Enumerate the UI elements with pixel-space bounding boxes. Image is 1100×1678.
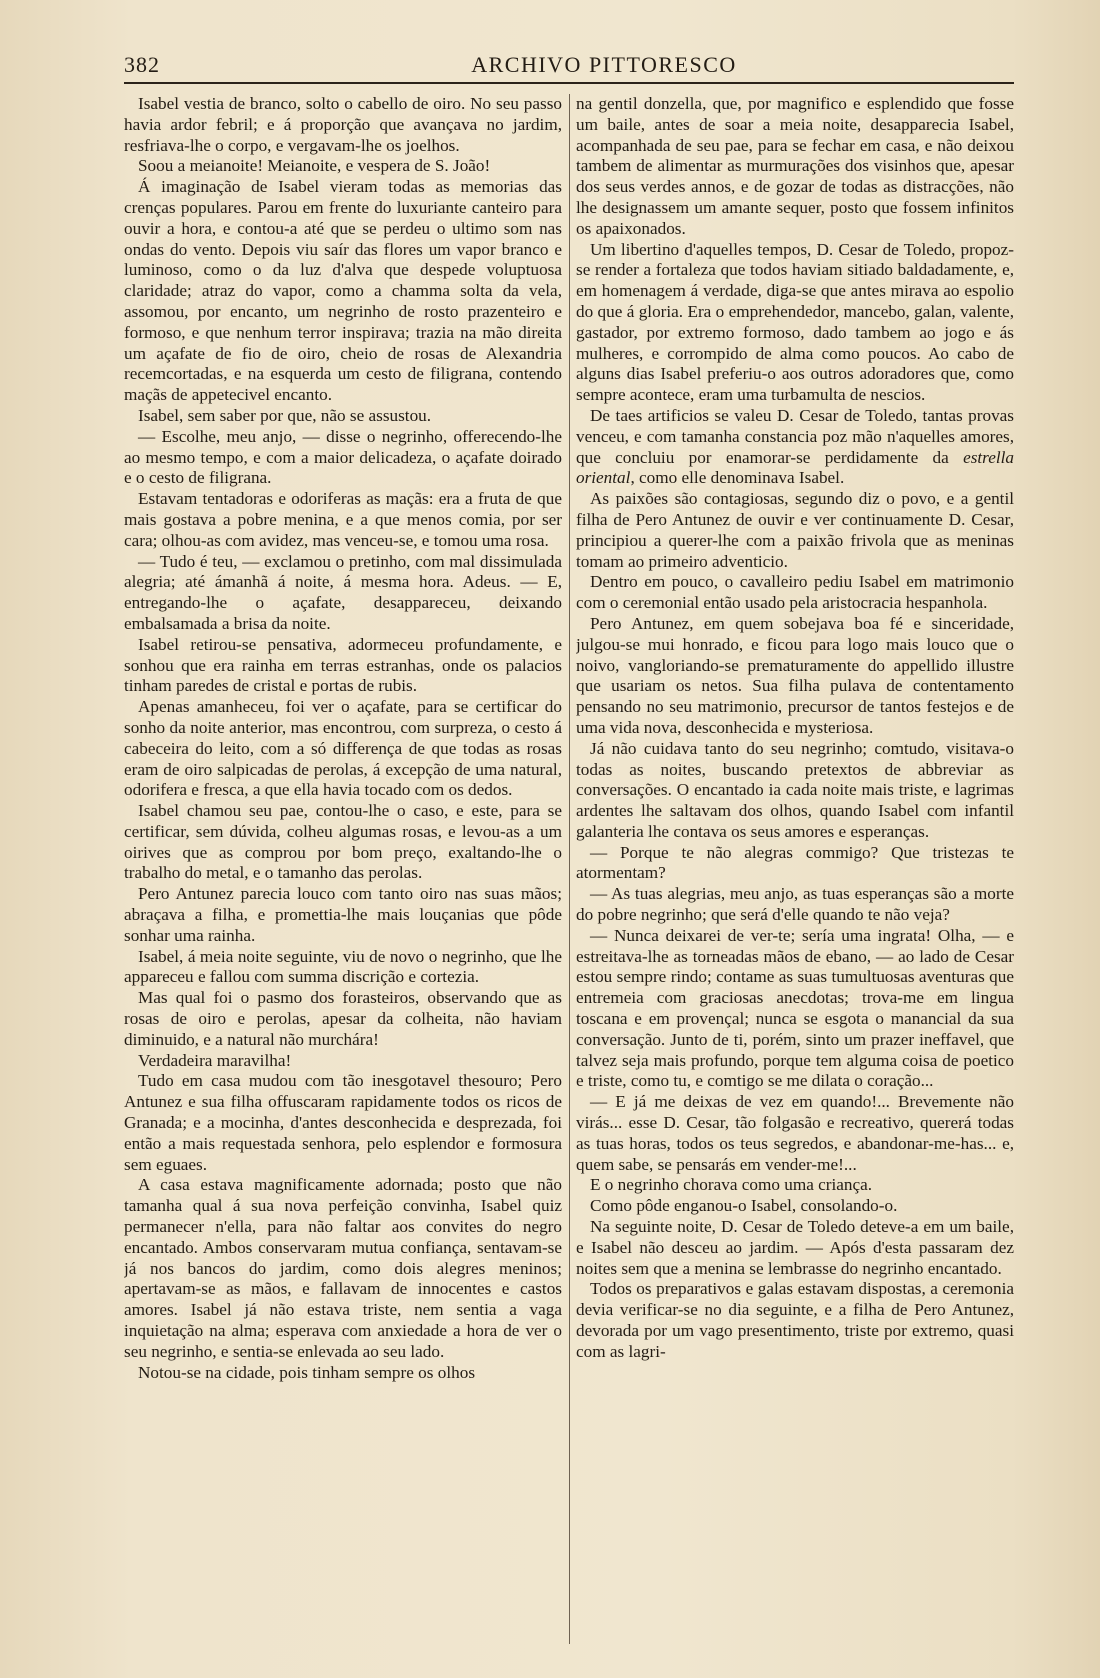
page-header xyxy=(124,48,1014,84)
paragraph: Isabel, sem saber por que, não se assustou. xyxy=(138,405,432,425)
page-number: 382 xyxy=(124,52,160,77)
paragraph: Na seguinte noite, D. Cesar de Toledo deteve-a em um baile, e Isabel não desceu ao jardim. — Após d'esta passaram dez noites sem que a menina se lembrasse do negrinho encantado. xyxy=(576,1217,1014,1278)
paragraph: Isabel chamou seu pae, contou-lhe o caso, e este, para se certificar, sem dúvida, colheu algumas rosas, e levou-as a um oirives que as comprou por bom preço, exaltando-lhe o trabalho do metal, e o tamanho das perolas. xyxy=(124,801,562,883)
paragraph: Mas qual foi o pasmo dos forasteiros, observando que as rosas de oiro e perolas, apesar da colheita, não haviam diminuido, e a natural não murchára! xyxy=(124,988,562,1049)
running-title: ARCHIVO PITTORESCO xyxy=(471,52,737,77)
paragraph: Verdadeira maravilha! xyxy=(138,1050,292,1070)
paragraph: E o negrinho chorava como uma criança. xyxy=(590,1175,873,1195)
paragraph: Todos os preparativos e galas estavam dispostas, a ceremonia devia verificar-se no dia seguinte, e a filha de Pero Antunez, devorada por um vago presentimento, triste por extremo, quasi com as lagri- xyxy=(576,1279,1014,1361)
paragraph: — E já me deixas de vez em quando!... Brevemente não virás... esse D. Cesar, tão folgasão e recreativo, quererá todas as tuas horas, todos os teus segredos, e abandonar-me-has... e, quem sabe, se pensarás em vender-me!... xyxy=(576,1092,1014,1174)
paragraph: Isabel, á meia noite seguinte, viu de novo o negrinho, que lhe appareceu e fallou com summa discrição e cortezia. xyxy=(124,946,562,987)
column-divider xyxy=(569,94,570,1644)
right-column xyxy=(576,94,1014,1644)
paragraph: Dentro em pouco, o cavalleiro pediu Isabel em matrimonio com o ceremonial então usado pela aristocracia hespanhola. xyxy=(576,572,1014,613)
paragraph: — Nunca deixarei de ver-te; sería uma ingrata! Olha, — e estreitava-lhe as torneadas mãos de ebano, — ao lado de Cesar estou sempre rindo; contame as suas tumultuosas aventuras que entremeia com graciosas anecdotas; trova-me em lingua toscana e em provençal; nunca se esgota o manancial da sua conversação. Junto de ti, porém, sinto um prazer ineffavel, que talvez seja mais profundo, porque tem alguma coisa de poetico e triste, como tu, e comtigo se me dilata o coração... xyxy=(576,925,1014,1091)
paragraph: Estavam tentadoras e odoriferas as maçãs: era a fruta de que mais gostava a pobre menina, e a que menos comia, por ser cara; olhou-as com avidez, mas venceu-se, e tomou uma rosa. xyxy=(124,489,562,550)
left-column xyxy=(124,94,562,1644)
paragraph xyxy=(576,406,1014,489)
paragraph: Tudo em casa mudou com tão inesgotavel thesouro; Pero Antunez e sua filha offuscaram rapidamente todos os ricos de Granada; e a mocinha, d'antes desconhecida e desprezada, foi então a mais requestada senhora, pelo esplendor e formosura sem eguaes. xyxy=(124,1071,562,1174)
paragraph: — As tuas alegrias, meu anjo, as tuas esperanças são a morte do pobre negrinho; que será d'elle quando te não veja? xyxy=(576,884,1014,925)
paragraph: Já não cuidava tanto do seu negrinho; comtudo, visitava-o todas as noites, buscando pretextos de abbreviar as conversações. O encantado ia cada noite mais triste, e lagrimas ardentes lhe saltavam dos olhos, quando Isabel com infantil galanteria lhe contava os seus amores e esperanças. xyxy=(576,738,1014,841)
paragraph: A casa estava magnificamente adornada; posto que não tamanha qual á sua nova perfeição convinha, Isabel quiz permanecer n'ella, para não faltar aos convites do negro encantado. Ambos conservaram mutua confiança, sentavam-se já nos bancos do jardim, como dois alegres meninos; apertavam-se as mãos, e fallavam de innocentes e castos amores. Isabel já não estava triste, nem sentia a vaga inquietação na alma; esperava com anxiedade a hora de ver o seu negrinho, e sentia-se enlevada ao seu lado. xyxy=(124,1175,562,1361)
paragraph: Pero Antunez, em quem sobejava boa fé e sinceridade, julgou-se mui honrado, e ficou para logo mais louco que o noivo, vangloriando-se prematuramente do appellido illustre que usariam os netos. Sua filha pulava de contentamento pensando no seu matrimonio, precursor de tantos festejos e de uma vida nova, desconhecida e mysteriosa. xyxy=(576,613,1014,737)
paragraph: Isabel vestia de branco, solto o cabello de oiro. No seu passo havia ardor febril; e á proporção que avançava no jardim, resfriava-lhe o corpo, e vergavam-lhe os joelhos. xyxy=(124,94,562,155)
paragraph: na gentil donzella, que, por magnifico e esplendido que fosse um baile, antes de soar a meia noite, desapparecia Isabel, acompanhada de seu pae, para se fechar em casa, e não deixou tambem de alimentar as murmurações dos visinhos que, apesar dos seus verdes annos, e de gozar de todas as distracções, não lhe designassem um amante sequer, posto que fossem infinitos os apaixonados. xyxy=(576,94,1014,238)
paragraph: Á imaginação de Isabel vieram todas as memorias das crenças populares. Parou em frente do luxuriante canteiro para ouvir a hora, e contou-a até que se perdeu o ultimo som nas ondas do vento. Depois viu saír das flores um vapor branco e luminoso, como o da luz d'alva que despede voluptuosa claridade; atraz do vapor, como a chamma solta da vela, assomou, por encanto, um negrinho de rosto prazenteiro e formoso, e que nenhum terror inspirava; trazia na mão direita um açafate de fio de oiro, cheio de rosas de Alexandria recemcortadas, e na esquerda um cesto de filigrana, contendo maçãs de appetecivel encanto. xyxy=(124,177,562,405)
paragraph: Isabel retirou-se pensativa, adormeceu profundamente, e sonhou que era rainha em terras estranhas, onde os palacios tinham paredes de cristal e portas de rubis. xyxy=(124,634,562,696)
paragraph-text: , como elle denominava Isabel. xyxy=(630,468,845,488)
paragraph-text: De taes artificios se valeu D. Cesar de Toledo, tantas provas venceu, e com tamanha constancia poz mão n'aquelles amores, que concluiu por enamorar-se perdidamente da xyxy=(576,405,1014,467)
paragraph: Apenas amanheceu, foi ver o açafate, para se certificar do sonho da noite anterior, mas encontrou, com surpreza, o cesto á cabeceira do leito, com a só differença de que todas as rosas eram de oiro salpicadas de perolas, á excepção de uma natural, odorifera e fresca, a que ella havia tocado com os dedos. xyxy=(124,697,562,800)
paragraph: — Escolhe, meu anjo, — disse o negrinho, offerecendo-lhe ao mesmo tempo, e com a maior delicadeza, o açafate doirado e o cesto de filigrana. xyxy=(124,426,562,488)
italic-phrase: estrella oriental xyxy=(576,447,1014,488)
paragraph: Notou-se na cidade, pois tinham sempre os olhos xyxy=(138,1362,476,1382)
paragraph: — Tudo é teu, — exclamou o pretinho, com mal dissimulada alegria; até ámanhã á noite, á mesma hora. Adeus. — E, entregando-lhe o açafate, desappareceu, deixando embalsamada a brisa da noite. xyxy=(124,551,562,633)
paragraph: — Porque te não alegras commigo? Que tristezas te atormentam? xyxy=(576,842,1014,883)
paragraph: Como pôde enganou-o Isabel, consolando-o. xyxy=(590,1196,898,1216)
paragraph: Pero Antunez parecia louco com tanto oiro nas suas mãos; abraçava a filha, e promettia-lhe mais louçanias que pôde sonhar uma rainha. xyxy=(124,884,562,945)
paragraph: Um libertino d'aquelles tempos, D. Cesar de Toledo, propoz-se render a fortaleza que todos haviam sitiado baldadamente, e, em homenagem á verdade, diga-se que antes mirava ao espolio do que á gloria. Era o emprehendedor, mancebo, galan, valente, gastador, por extremo formoso, dado tambem ao jogo e ás mulheres, e corrompido de alma como poucos. Ao cabo de alguns dias Isabel preferiu-o aos outros adoradores que, como sempre acontece, eram uma turbamulta de nescios. xyxy=(576,239,1014,405)
paragraph: Soou a meianoite! Meianoite, e vespera de S. João! xyxy=(138,156,491,176)
paragraph: As paixões são contagiosas, segundo diz o povo, e a gentil filha de Pero Antunez de ouvir e ver continuamente D. Cesar, principiou a querer-lhe com a paixão frivola que as meninas tomam ao primeiro adventicio. xyxy=(576,489,1014,571)
